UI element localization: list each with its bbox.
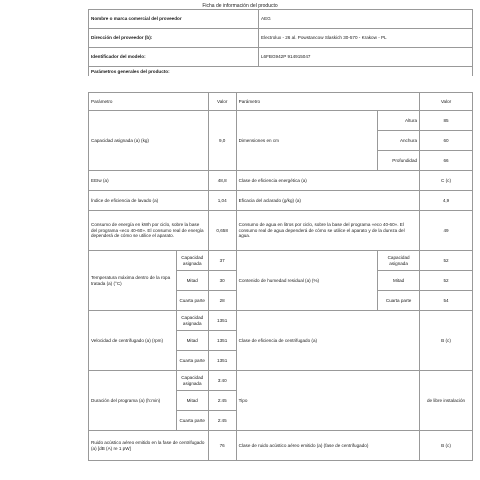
height-value: 85 (420, 111, 473, 131)
noise-class-value: B (c) (420, 431, 473, 461)
table-row (89, 10, 473, 29)
general-params-heading: Parámetros generales del producto: (89, 67, 473, 77)
energy-consumption-label: Consumo de energía en kWh por ciclo, sobre la base del programa «eco 40-60». El consumo real de energía dependerá de cómo se utilice el aparato. (89, 211, 209, 251)
depth-label: Profundidad (378, 151, 420, 171)
duration-row-value: 3:40 (208, 371, 236, 391)
moisture-row-label: Capacidad asignada (378, 251, 420, 271)
noise-class-label: Clase de ruido acústico aéreo emitido (a) (fase de centrifugado) (236, 431, 419, 461)
table-row (89, 251, 473, 271)
temp-label: Temperatura máxima dentro de la ropa tratada (a) (°C) (89, 251, 177, 311)
eei-label: EEIw (a) (89, 171, 209, 191)
spin-class-label: Clase de eficiencia de centrifugado (a) (236, 311, 419, 371)
noise-value: 76 (208, 431, 236, 461)
supplier-name-label: Nombre o marca comercial del proveedor (89, 10, 259, 29)
model-id-value: L6FBG942P 914915047 (259, 48, 473, 67)
height-label: Altura (378, 111, 420, 131)
temp-row-label: Cuarta parte (176, 291, 208, 311)
spin-row-label: Mitad (176, 331, 208, 351)
capacity-value: 9,0 (208, 111, 236, 171)
sheet-title: Ficha de información del producto (202, 3, 278, 9)
spin-row-value: 1351 (208, 331, 236, 351)
supplier-name-value: AEG (259, 10, 473, 29)
type-value: de libre instalación (420, 371, 473, 431)
table-row (89, 29, 473, 48)
supplier-address-label: Dirección del proveedor (b): (89, 29, 259, 48)
spin-row-label: Cuarta parte (176, 351, 208, 371)
moisture-row-value: 54 (420, 291, 473, 311)
moisture-label: Contenido de humedad residual (a) (%) (236, 251, 377, 311)
type-label: Tipo (236, 371, 419, 431)
duration-row-value: 2:45 (208, 411, 236, 431)
spin-row-value: 1351 (208, 311, 236, 331)
duration-label: Duración del programa (a) (h:min) (89, 371, 177, 431)
supplier-table (88, 9, 473, 76)
duration-row-label: Capacidad asignada (176, 371, 208, 391)
spin-label: Velocidad de centrifugado (a) (rpm) (89, 311, 177, 371)
table-row (89, 371, 473, 391)
table-row (89, 67, 473, 77)
duration-row-value: 2:45 (208, 391, 236, 411)
spin-row-value: 1351 (208, 351, 236, 371)
table-row (89, 311, 473, 331)
supplier-address-value: Electrolux - 26 al. Powstancow Slaskich 30-570 - Krakow - PL (259, 29, 473, 48)
moisture-row-value: 52 (420, 271, 473, 291)
duration-row-label: Mitad (176, 391, 208, 411)
wash-index-label: Índice de eficiencia de lavado (a) (89, 191, 209, 211)
moisture-row-value: 52 (420, 251, 473, 271)
energy-consumption-value: 0,658 (208, 211, 236, 251)
water-consumption-label: Consumo de agua en litros por ciclo, sobre la base del programa «eco 40-60». El consumo real de agua dependerá de cómo se utilice el aparato y de la dureza del agua. (236, 211, 419, 251)
rinse-value: 4,9 (420, 191, 473, 211)
table-row (89, 111, 473, 131)
table-header-row (89, 93, 473, 111)
col-param-left: Parámetro (89, 93, 209, 111)
spin-class-value: B (c) (420, 311, 473, 371)
col-param-right: Parámetro (236, 93, 419, 111)
eei-value: 48,8 (208, 171, 236, 191)
table-row (89, 48, 473, 67)
width-value: 60 (420, 131, 473, 151)
temp-row-value: 37 (208, 251, 236, 271)
temp-row-value: 28 (208, 291, 236, 311)
params-table (88, 92, 473, 461)
water-consumption-value: 49 (420, 211, 473, 251)
spin-row-label: Capacidad asignada (176, 311, 208, 331)
moisture-row-label: Mitad (378, 271, 420, 291)
table-row (89, 431, 473, 461)
width-label: Anchura (378, 131, 420, 151)
noise-label: Ruido acústico aéreo emitido en la fase de centrifugado (a) [dB (A) re 1 pW] (89, 431, 209, 461)
model-id-label: Identificador del modelo: (89, 48, 259, 67)
wash-index-value: 1,04 (208, 191, 236, 211)
col-value-left: Valor (208, 93, 236, 111)
dimensions-label: Dimensiones en cm (236, 111, 377, 171)
capacity-label: Capacidad asignada (a) (kg) (89, 111, 209, 171)
temp-row-label: Capacidad asignada (176, 251, 208, 271)
temp-row-label: Mitad (176, 271, 208, 291)
temp-row-value: 30 (208, 271, 236, 291)
duration-row-label: Cuarta parte (176, 411, 208, 431)
col-value-right: Valor (420, 93, 473, 111)
energy-class-value: C (c) (420, 171, 473, 191)
table-row (89, 211, 473, 251)
energy-class-label: Clase de eficiencia energética (a) (236, 171, 419, 191)
table-row (89, 191, 473, 211)
moisture-row-label: Cuarta parte (378, 291, 420, 311)
rinse-label: Eficacia del aclarado (g/kg) (a) (236, 191, 419, 211)
table-row (89, 171, 473, 191)
depth-value: 66 (420, 151, 473, 171)
